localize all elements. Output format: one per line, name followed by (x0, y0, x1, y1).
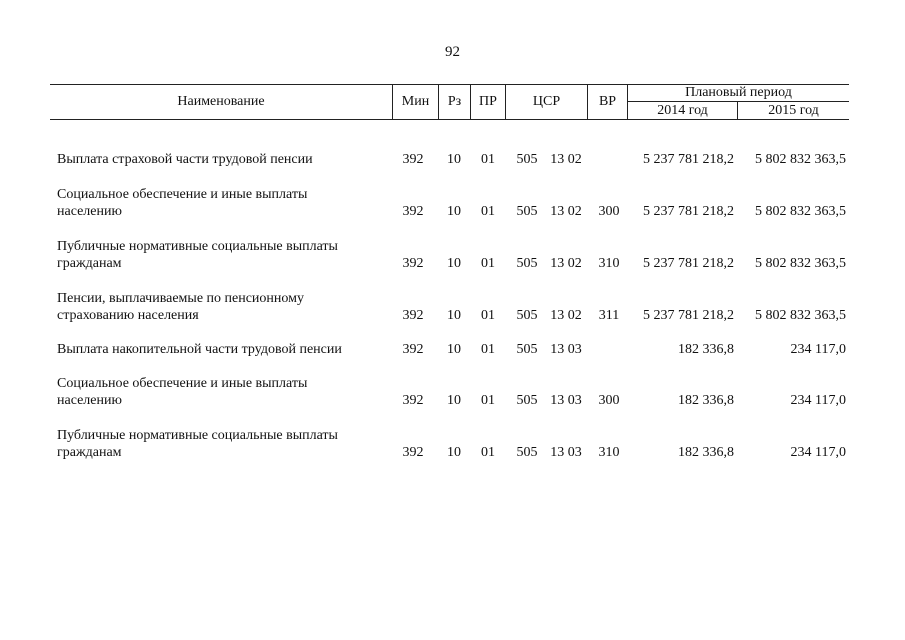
cell-amount-2014: 5 237 781 218,2 (643, 308, 734, 323)
header-csr: ЦСР (506, 85, 588, 119)
cell-amount-2015: 5 802 832 363,5 (755, 204, 846, 219)
header-rz: Рз (439, 85, 471, 119)
cell-csr-program: 505 (516, 204, 538, 219)
cell-rz: 10 (447, 204, 461, 219)
cell-csr-code: 13 02 (550, 308, 582, 323)
cell-amount-2014: 182 336,8 (678, 445, 734, 460)
cell-vr: 311 (598, 308, 620, 323)
cell-rz: 10 (447, 256, 461, 271)
cell-rz: 10 (447, 152, 461, 167)
header-year-2014: 2014 год (628, 102, 738, 119)
cell-amount-2015: 234 117,0 (790, 393, 846, 408)
cell-rz: 10 (447, 308, 461, 323)
cell-name: Пенсии, выплачиваемые по пенсионному страхованию населения (57, 291, 305, 323)
cell-pr: 01 (481, 445, 495, 460)
cell-name: Выплата накопительной части трудовой пенсии (57, 342, 342, 357)
cell-csr-code: 13 02 (550, 152, 582, 167)
cell-amount-2015: 5 802 832 363,5 (755, 152, 846, 167)
cell-min: 392 (402, 393, 424, 408)
cell-amount-2015: 5 802 832 363,5 (755, 256, 846, 271)
header-year-2015: 2015 год (768, 102, 819, 118)
cell-csr-program: 505 (516, 152, 538, 167)
cell-name: Социальное обеспечение и иные выплаты населению (57, 376, 308, 408)
cell-amount-2015: 234 117,0 (790, 445, 846, 460)
cell-csr-code: 13 02 (550, 204, 582, 219)
cell-vr: 300 (598, 393, 620, 408)
cell-csr-code: 13 03 (550, 393, 582, 408)
header-min: Мин (393, 85, 439, 119)
cell-csr-program: 505 (516, 308, 538, 323)
header-pr: ПР (471, 85, 506, 119)
page-number: 92 (445, 44, 460, 60)
cell-pr: 01 (481, 256, 495, 271)
cell-min: 392 (402, 256, 424, 271)
cell-csr-code: 13 03 (550, 445, 582, 460)
cell-name: Публичные нормативные социальные выплаты гражданам (57, 428, 338, 460)
cell-amount-2014: 5 237 781 218,2 (643, 152, 734, 167)
cell-name: Публичные нормативные социальные выплаты гражданам (57, 239, 338, 271)
cell-csr-code: 13 02 (550, 256, 582, 271)
cell-pr: 01 (481, 152, 495, 167)
cell-name: Выплата страховой части трудовой пенсии (57, 152, 313, 167)
cell-min: 392 (402, 152, 424, 167)
cell-csr-program: 505 (516, 445, 538, 460)
cell-vr: 310 (598, 445, 620, 460)
cell-csr-program: 505 (516, 342, 538, 357)
cell-amount-2014: 182 336,8 (678, 393, 734, 408)
header-name: Наименование (50, 85, 393, 119)
cell-pr: 01 (481, 204, 495, 219)
header-vr: ВР (588, 85, 628, 119)
cell-amount-2014: 5 237 781 218,2 (643, 204, 734, 219)
cell-amount-2014: 182 336,8 (678, 342, 734, 357)
cell-name: Социальное обеспечение и иные выплаты населению (57, 187, 308, 219)
cell-min: 392 (402, 445, 424, 460)
header-planned-period: Плановый период (628, 85, 849, 102)
cell-rz: 10 (447, 393, 461, 408)
cell-pr: 01 (481, 308, 495, 323)
cell-pr: 01 (481, 342, 495, 357)
cell-amount-2015: 5 802 832 363,5 (755, 308, 846, 323)
cell-rz: 10 (447, 445, 461, 460)
cell-csr-code: 13 03 (550, 342, 582, 357)
cell-amount-2014: 5 237 781 218,2 (643, 256, 734, 271)
cell-min: 392 (402, 308, 424, 323)
cell-rz: 10 (447, 342, 461, 357)
cell-csr-program: 505 (516, 256, 538, 271)
cell-pr: 01 (481, 393, 495, 408)
cell-min: 392 (402, 204, 424, 219)
cell-amount-2015: 234 117,0 (790, 342, 846, 357)
table-header (50, 84, 849, 120)
cell-vr: 310 (598, 256, 620, 271)
cell-vr: 300 (598, 204, 620, 219)
cell-min: 392 (402, 342, 424, 357)
cell-csr-program: 505 (516, 393, 538, 408)
